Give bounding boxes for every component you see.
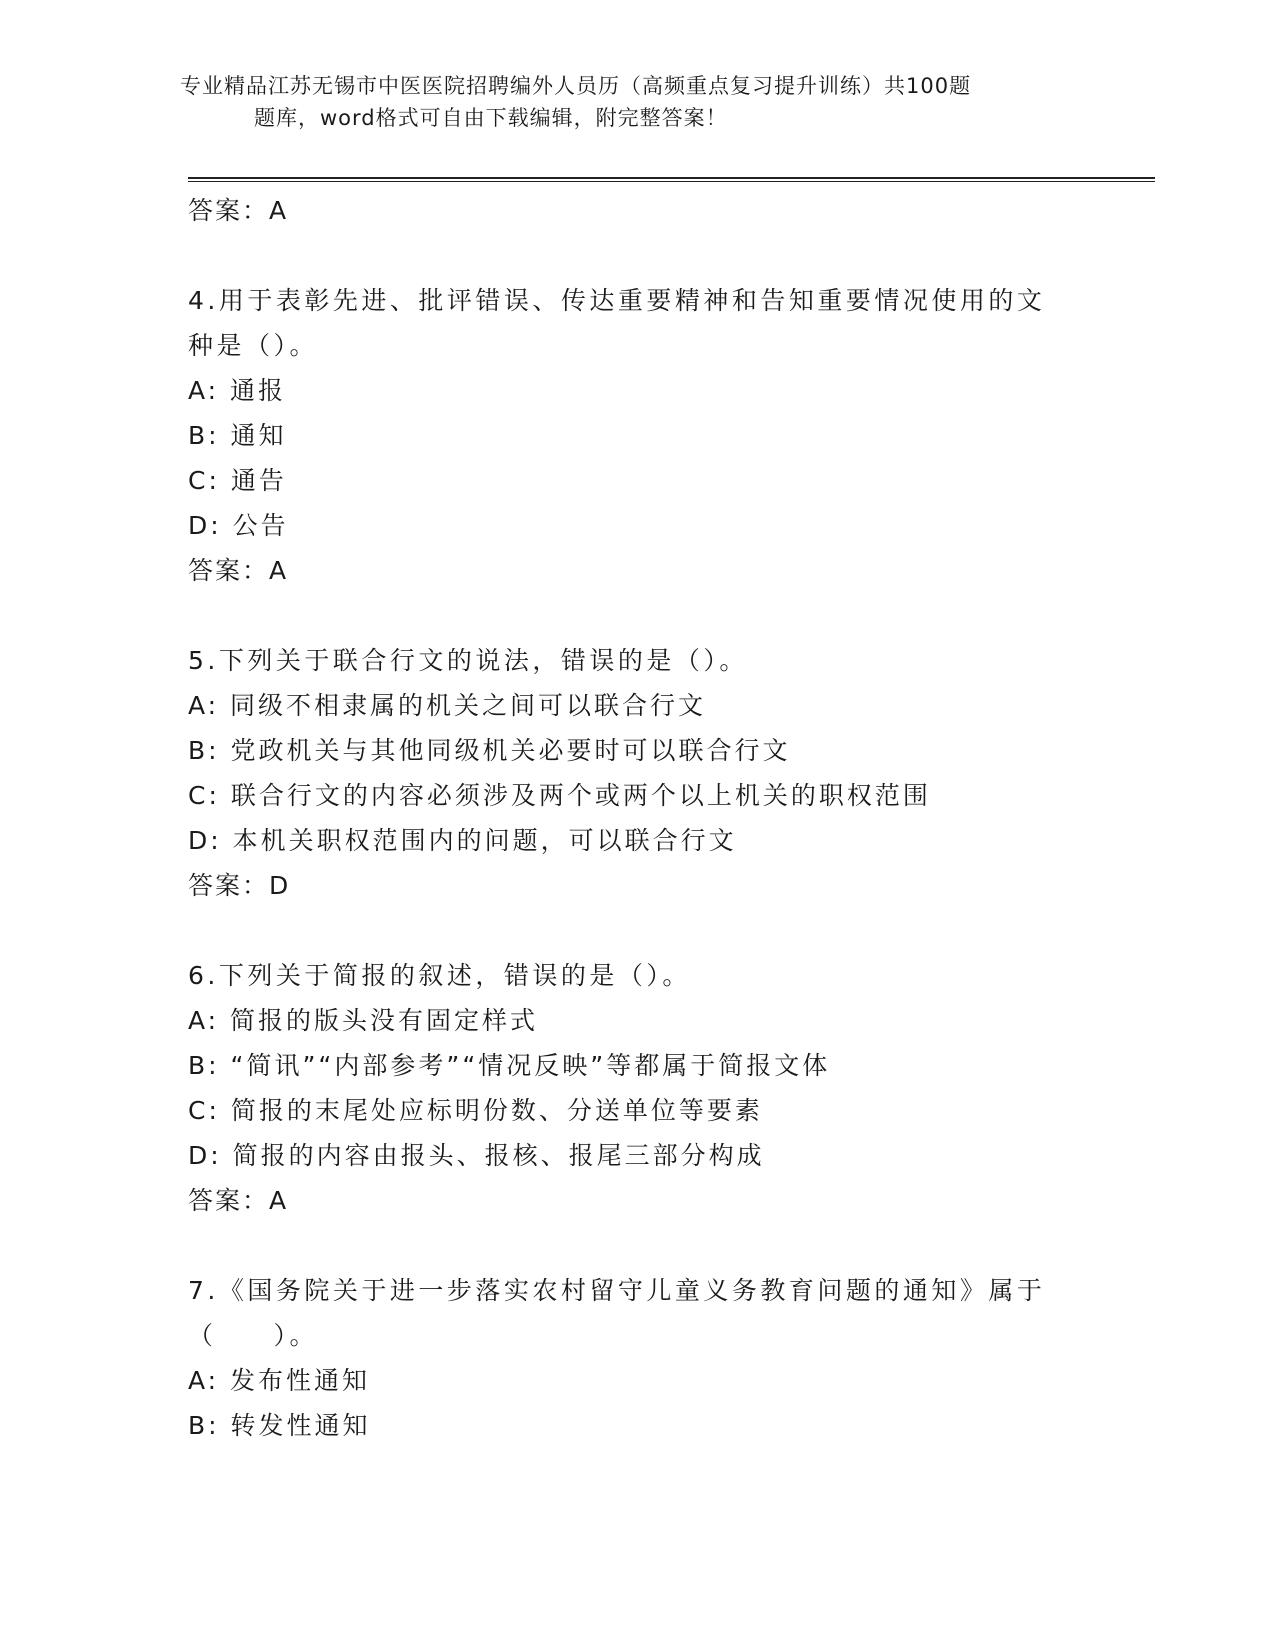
question-4-option-d: D: 公告 [188,511,289,540]
question-4-option-a: A: 通报 [188,376,287,405]
question-5-option-b: B: 党政机关与其他同级机关必要时可以联合行文 [188,736,791,765]
question-6-option-b: B: “简讯”“内部参考”“情况反映”等都属于简报文体 [188,1051,831,1080]
question-5-stem: 5.下列关于联合行文的说法，错误的是（）。 [188,646,748,675]
question-6-option-d: D: 简报的内容由报头、报核、报尾三部分构成 [188,1141,765,1170]
question-4-answer: 答案：A [188,556,289,585]
question-list [188,188,1088,1448]
header-title-line2: 题库，word格式可自由下载编辑，附完整答案！ [254,106,728,130]
question-5-option-d: D: 本机关职权范围内的问题，可以联合行文 [188,826,737,855]
header-title-line1: 专业精品江苏无锡市中医医院招聘编外人员历（高频重点复习提升训练）共100题 [180,74,972,98]
question-7-option-b: B: 转发性通知 [188,1411,371,1440]
question-6-option-a: A: 简报的版头没有固定样式 [188,1006,539,1035]
question-4-option-b: B: 通知 [188,421,287,450]
question-7-option-a: A: 发布性通知 [188,1366,371,1395]
header-rule-thick [188,177,1155,179]
question-4-stem-cont: 种是（）。 [188,331,319,360]
question-7-stem: 7.《国务院关于进一步落实农村留守儿童义务教育问题的通知》属于 [188,1276,1046,1305]
question-6-answer: 答案：A [188,1186,289,1215]
question-6-stem: 6.下列关于简报的叙述，错误的是（）。 [188,961,691,990]
question-4-option-c: C: 通告 [188,466,287,495]
document-header [180,70,1080,134]
header-rule-thin [188,181,1155,182]
question-4-stem: 4.用于表彰先进、批评错误、传达重要精神和告知重要情况使用的文 [188,286,1046,315]
question-6-option-c: C: 简报的末尾处应标明份数、分送单位等要素 [188,1096,763,1125]
question-5-option-c: C: 联合行文的内容必须涉及两个或两个以上机关的职权范围 [188,781,931,810]
question-5-answer: 答案：D [188,871,291,900]
answer-previous: 答案：A [188,196,289,225]
question-5-option-a: A: 同级不相隶属的机关之间可以联合行文 [188,691,707,720]
question-7-stem-cont: （ ）。 [188,1321,319,1350]
